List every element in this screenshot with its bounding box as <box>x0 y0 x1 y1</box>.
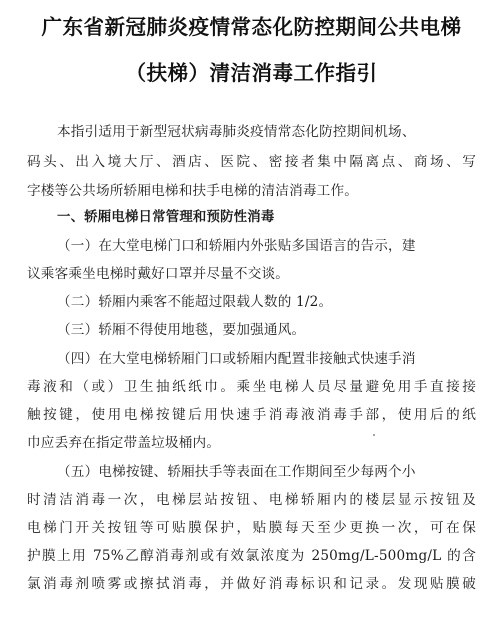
document-title-line-1: 广东省新冠肺炎疫情常态化防控期间公共电梯 <box>41 15 462 39</box>
paragraph-line: 护膜上用 75%乙醇消毒剂或有效氯浓度为 250mg/L-500mg/L 的含 <box>27 548 476 564</box>
paragraph-line: （五）电梯按键、轿厢扶手等表面在工作期间至少每两个小 <box>57 464 416 480</box>
paragraph-line: 巾应丢弃在指定带盖垃圾桶内。 <box>27 435 221 451</box>
paragraph-line: 电梯门开关按钮等可贴膜保护，贴膜每天至少更换一次，可在保 <box>27 520 476 536</box>
intro-paragraph-line: 码头、出入境大厅、酒店、医院、密接者集中隔离点、商场、写 <box>27 154 476 170</box>
paragraph-line: 毒液和（或）卫生抽纸纸巾。乘坐电梯人员尽量避免用手直接接 <box>27 379 476 395</box>
paragraph-line: 氯消毒剂喷雾或擦拭消毒，并做好消毒标识和记录。发现贴膜破 <box>27 576 476 592</box>
document-title-line-2: （扶梯）清洁消毒工作指引 <box>125 61 378 85</box>
intro-paragraph-line: 本指引适用于新型冠状病毒肺炎疫情常态化防控期间机场、 <box>57 124 416 140</box>
intro-paragraph-line: 字楼等公共场所轿厢电梯和扶手电梯的清洁消毒工作。 <box>27 183 359 199</box>
paragraph-line: 议乘客乘坐电梯时戴好口罩并尽量不交谈。 <box>27 266 290 282</box>
scan-speck <box>373 434 375 436</box>
section-heading: 一、轿厢电梯日常管理和预防性消毒 <box>57 210 275 225</box>
paragraph-line: （四）在大堂电梯轿厢门口或轿厢内配置非接触式快速手消 <box>57 351 416 367</box>
paragraph-line: （三）轿厢不得使用地毯，要加强通风。 <box>57 322 306 338</box>
paragraph-line: （一）在大堂电梯门口和轿厢内外张贴多国语言的告示，建 <box>57 238 416 254</box>
paragraph-line: 触按键，使用电梯按键后用快速手消毒液消毒手部，使用后的纸 <box>27 407 476 423</box>
paragraph-line: （二）轿厢内乘客不能超过限载人数的 1/2。 <box>57 294 333 310</box>
paragraph-line: 时清洁消毒一次，电梯层站按钮、电梯轿厢内的楼层显示按钮及 <box>27 492 476 508</box>
